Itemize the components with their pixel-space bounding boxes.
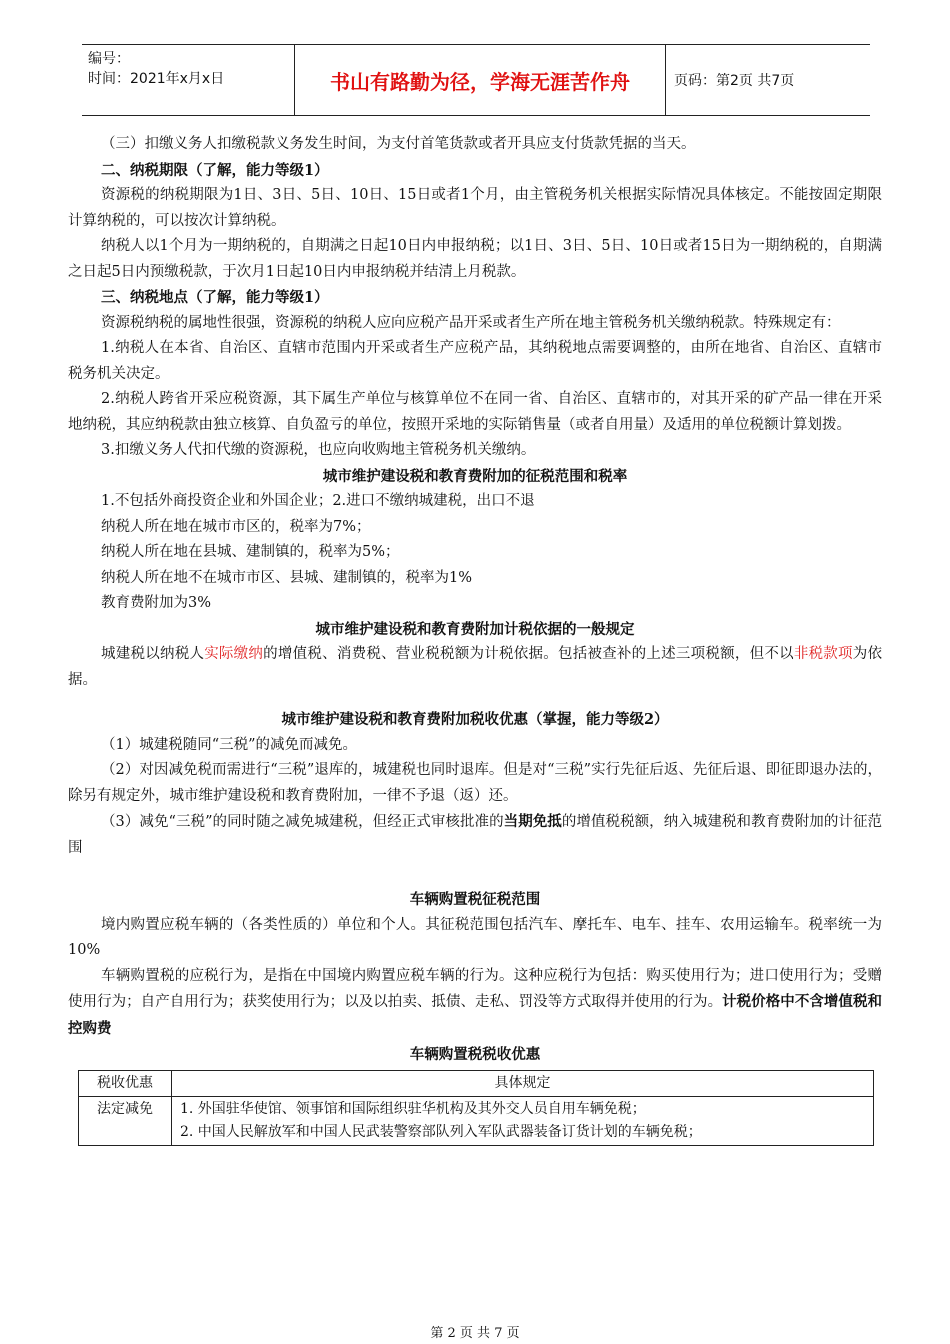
header-meta [82,45,294,115]
header-motto: 书山有路勤为径，学海无涯苦作舟 [294,45,666,115]
text-span: 的增值税、消费税、营业税税额为计税依据。包括被查补的上述三项税额，但不以 [263,646,794,662]
list-item: 纳税人所在地在县城、建制镇的，税率为5%； [101,544,400,560]
header-page-info: 页码：第2页 共7页 [674,73,795,89]
policy-table [78,1070,874,1146]
paragraph: 1.纳税人在本省、自治区、直辖市范围内开采或者生产应税产品，其纳税地点需要调整的，由所在地省、自治区、直辖市税务机关决定。 [68,340,882,382]
section-heading: 二、纳税期限（了解，能力等级1） [101,161,329,179]
table-header: 具体规定 [172,1070,874,1096]
paragraph: （三）扣缴义务人扣缴税款义务发生时间，为支付首笔货款或者开具应支付货款凭据的当天。 [101,136,696,152]
bold-text: 计税价格中不含增值税和控购费 [68,993,883,1037]
topic-title: 车辆购置税征税范围 [409,891,541,908]
paragraph: 纳税人以1个月为一期纳税的，自期满之日起10日内申报纳税；以1日、3日、5日、10日或者15日为一期纳税的，自期满之日起5日内预缴税款，于次月1日起10日内申报纳税并结清上月税款。 [68,238,882,280]
list-item: 纳税人所在地在城市市区的，税率为7%； [101,518,371,535]
paragraph: （2）对因减免税而需进行“三税”退库的，城建税也同时退库。但是对“三税”实行先征后返、先征后退、即征即退办法的，除另有规定外，城市维护建设税和教育费附加，一律不予退（返）还。 [68,762,882,804]
paragraph [68,642,882,693]
text-span: 的增值税税额，纳入城建税和教育费附加的计征范围 [68,814,882,856]
text-span: （3）减免“三税”的同时随之减免城建税，但经正式审核批准的 [101,814,504,830]
topic-title: 城市维护建设税和教育费附加计税依据的一般规定 [315,620,635,638]
paragraph [68,964,882,1043]
table-row [79,1096,874,1145]
paragraph: （1）城建税随同“三税”的减免而减免。 [101,736,358,753]
highlight-text: 非税款项 [793,646,853,662]
bold-text: 当期免抵 [503,813,562,830]
paragraph: 2.纳税人跨省开采应税资源，其下属生产单位与核算单位不在同一省、自治区、直辖市的，对其开采的矿产品一律在开采地纳税，其应纳税款由独立核算、自负盈亏的单位，按照开采地的实际销售量（或者自用量）及适用的单位税额计算划拨。 [68,391,882,433]
page-footer: 第 2 页 共 7 页 [430,1326,520,1341]
topic-title: 城市维护建设税和教育费附加的征税范围和税率 [322,467,628,485]
time-label: 时间：2021年x月x日 [88,71,225,87]
list-item: 纳税人所在地不在城市市区、县城、建制镇的，税率为1% [101,569,473,586]
paragraph: 境内购置应税车辆的（各类性质的）单位和个人。其征税范围包括汽车、摩托车、电车、挂车、农用运输车。税率统一为10% [68,916,882,958]
list-item: 教育费附加为3% [101,595,212,611]
spacer [68,693,882,707]
table-header: 税收优惠 [79,1070,172,1096]
table-item: 1. 外国驻华使馆、领事馆和国际组织驻华机构及其外交人员自用车辆免税； [180,1100,646,1117]
paragraph [68,809,882,861]
text-span: 车辆购置税的应税行为，是指在中国境内购置应税车辆的行为。这种应税行为包括：购买使用行为；进口使用行为；受赠使用行为；自产自用行为；获奖使用行为；以及以拍卖、抵债、走私、罚没等方式取得并使用的行为。 [68,967,882,1010]
text-span: 为依据。 [68,646,883,688]
topic-title: 城市维护建设税和教育费附加税收优惠（掌握，能力等级2） [281,711,669,728]
list-item: 1.不包括外商投资企业和外国企业；2.进口不缴纳城建税，出口不退 [101,493,535,509]
text-span: 城建税以纳税人 [101,646,205,662]
section-heading: 三、纳税地点（了解，能力等级1） [101,289,329,306]
paragraph: 3.扣缴义务人代扣代缴的资源税，也应向收购地主管税务机关缴纳。 [101,442,536,458]
table-cell [172,1096,874,1145]
table-item: 2. 中国人民解放军和中国人民武装警察部队列入军队武器装备订货计划的车辆免税； [180,1123,702,1140]
topic-title: 车辆购置税税收优惠 [409,1046,541,1063]
paragraph: 资源税纳税的属地性很强，资源税的纳税人应向应税产品开采或者生产所在地主管税务机关缴纳税款。特殊规定有： [101,314,841,331]
document-body [68,132,882,1146]
spacer [68,861,882,887]
table-header-row [79,1070,874,1096]
number-label: 编号： [88,51,130,67]
highlight-text: 实际缴纳 [204,646,264,662]
page-header [82,44,870,116]
table-cell: 法定减免 [79,1096,172,1145]
paragraph: 资源税的纳税期限为1日、3日、5日、10日、15日或者1个月，由主管税务机关根据实际情况具体核定。不能按固定期限计算纳税的，可以按次计算纳税。 [68,187,882,229]
